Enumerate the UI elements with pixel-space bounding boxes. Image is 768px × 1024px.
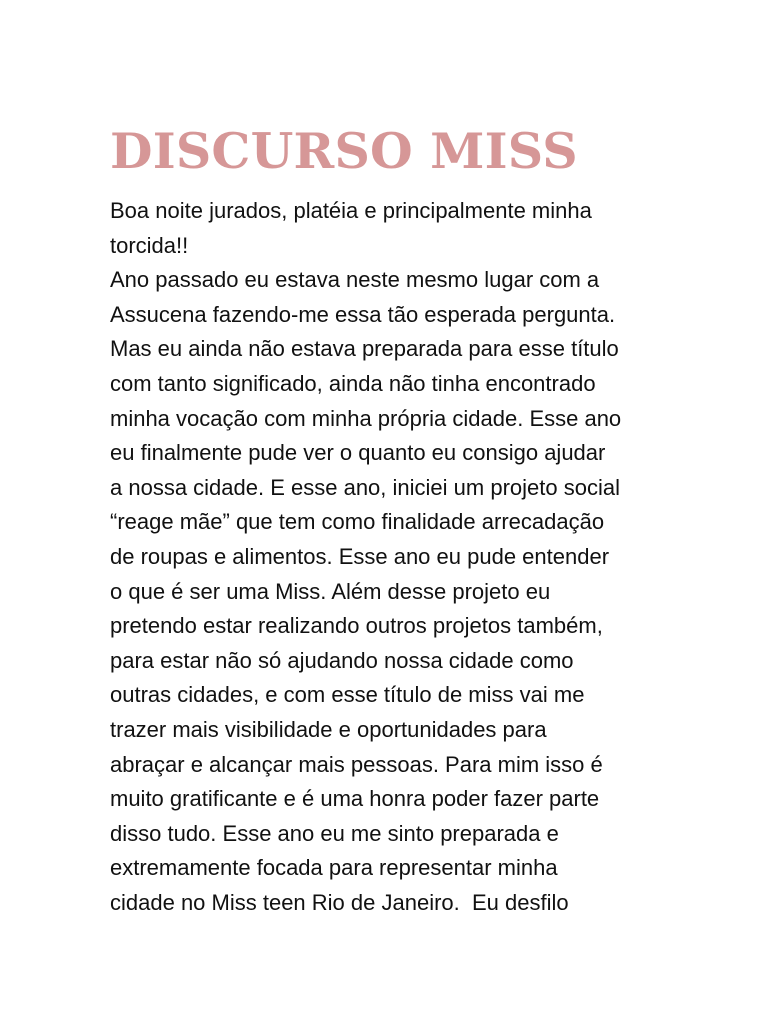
text-line: abraçar e alcançar mais pessoas. Para mim isso é <box>110 751 603 777</box>
text-line: o que é ser uma Miss. Além desse projeto eu <box>110 578 551 604</box>
text-line: muito gratificante e é uma honra poder fazer parte <box>110 786 600 812</box>
text-line: cidade no Miss teen Rio de Janeiro. Eu desfilo <box>110 889 569 915</box>
speech-body <box>110 194 710 920</box>
text-line: torcida!! <box>110 232 189 258</box>
text-line: eu finalmente pude ver o quanto eu consigo ajudar <box>110 440 606 466</box>
text-line: com tanto significado, ainda não tinha encontrado <box>110 370 596 396</box>
text-line: Mas eu ainda não estava preparada para esse título <box>110 336 619 362</box>
text-line: trazer mais visibilidade e oportunidades para <box>110 716 547 742</box>
text-line: Boa noite jurados, platéia e principalmente minha <box>110 198 592 223</box>
text-line: outras cidades, e com esse título de miss vai me <box>110 682 585 708</box>
text-line: minha vocação com minha própria cidade. Esse ano <box>110 405 622 431</box>
text-line: “reage mãe” que tem como finalidade arrecadação <box>110 509 605 535</box>
text-line: pretendo estar realizando outros projetos também, <box>110 613 603 639</box>
text-line: extremamente focada para representar minha <box>110 855 558 881</box>
text-line: para estar não só ajudando nossa cidade como <box>110 647 574 673</box>
text-line: Ano passado eu estava neste mesmo lugar com a <box>110 267 600 293</box>
text-line: disso tudo. Esse ano eu me sinto preparada e <box>110 820 559 846</box>
text-line: de roupas e alimentos. Esse ano eu pude entender <box>110 543 610 569</box>
text-line: a nossa cidade. E esse ano, iniciei um projeto social <box>110 474 620 500</box>
document-title: DISCURSO MISS <box>110 122 578 180</box>
text-line: Assucena fazendo-me essa tão esperada pergunta. <box>110 301 616 327</box>
